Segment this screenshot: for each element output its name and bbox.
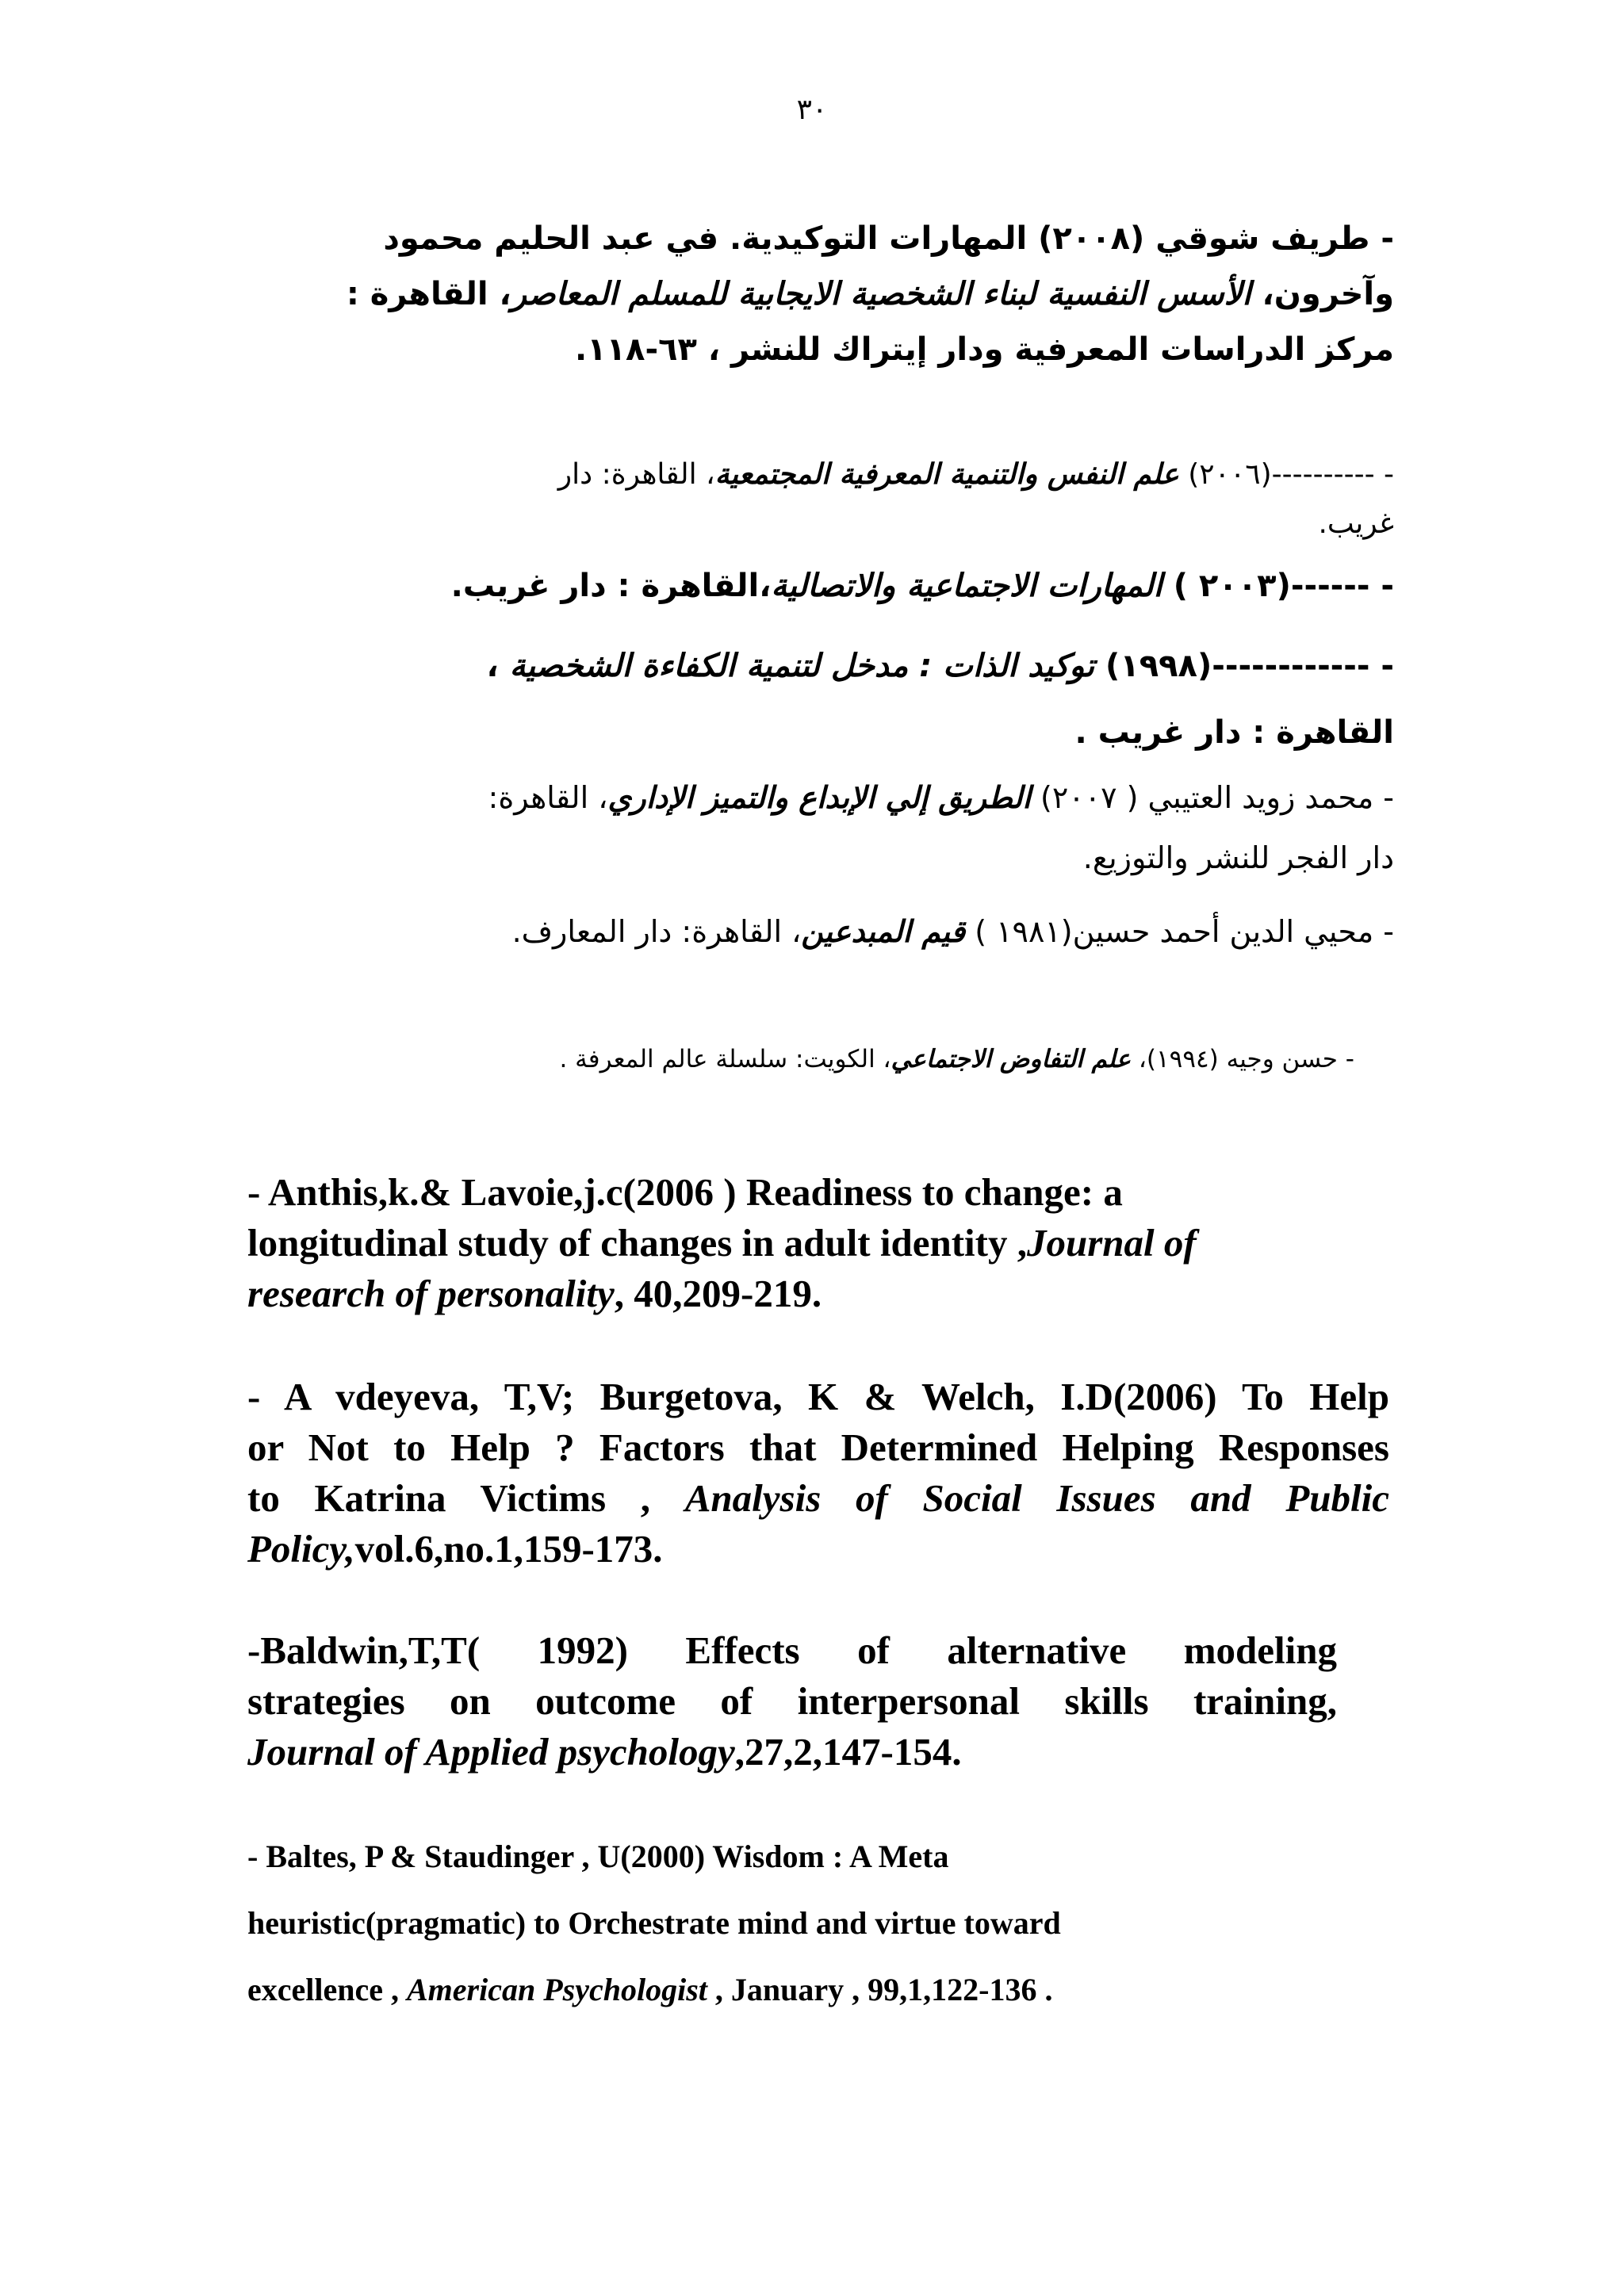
reference-text: - ------(٢٠٠٣ ): [1162, 568, 1394, 604]
reference-text: ,27,2,147-154.: [734, 1730, 962, 1774]
reference-line: [488, 767, 1394, 828]
reference-line: [247, 1727, 1337, 1777]
reference-text: - Anthis,k.& Lavoie,j.c(2006 ) Readiness to change: a: [247, 1170, 1123, 1214]
reference-arabic-2: [558, 450, 1394, 549]
reference-title-text: قيم المبدعين: [801, 914, 966, 949]
reference-text: heuristic(pragmatic) to Orchestrate mind and virtue toward: [247, 1905, 1061, 1941]
reference-line: [247, 1473, 1389, 1524]
reference-text: - محيي الدين أحمد حسين(١٩٨١ ): [965, 914, 1394, 949]
reference-text: strategies on outcome of interpersonal skills training,: [247, 1679, 1337, 1723]
reference-title-text: علم النفس والتنمية المعرفية المجتمعية: [714, 458, 1179, 491]
reference-text: - طريف شوقي (٢٠٠٨) المهارات التوكيدية. في عبد الحليم محمود: [383, 220, 1394, 257]
reference-text: - Baltes, P & Staudinger , U(2000) Wisdom : A Meta: [247, 1839, 949, 1874]
reference-text: excellence ,: [247, 1972, 407, 2007]
reference-text: ، الكويت: سلسلة عالم المعرفة .: [559, 1045, 891, 1073]
reference-text: مركز الدراسات المعرفية ودار إيتراك للنشر ، ٦٣-١١٨.: [575, 331, 1394, 368]
reference-text: دار الفجر للنشر والتوزيع.: [1082, 840, 1394, 875]
reference-text: ،: [486, 648, 510, 684]
reference-title-text: المهارات الاجتماعية والاتصالية: [771, 568, 1162, 604]
reference-text: - ----------(٢٠٠٦): [1178, 458, 1394, 491]
reference-english-3: [247, 1625, 1337, 1777]
reference-line: [247, 1269, 1397, 1319]
reference-text: , January , 99,1,122-136 .: [707, 1972, 1053, 2007]
reference-line: [247, 1422, 1389, 1473]
reference-title-text: الأسس النفسية لبناء الشخصية الايجابية للمسلم المعاصر: [511, 276, 1251, 312]
reference-title-text: Analysis of Social Issues and Public: [684, 1476, 1389, 1520]
reference-arabic-5: [488, 767, 1394, 888]
reference-text: ، القاهرة:: [488, 780, 608, 815]
reference-text: ، القاهرة :: [346, 276, 511, 312]
reference-line: [247, 1823, 1397, 1890]
reference-text: غريب.: [1318, 507, 1394, 540]
reference-line: [247, 1676, 1337, 1727]
reference-text: longitudinal study of changes in adult identity ,: [247, 1221, 1027, 1265]
reference-line: [558, 450, 1394, 499]
reference-english-2: [247, 1372, 1389, 1575]
reference-line: [347, 211, 1394, 266]
reference-title-text: Policy,: [247, 1527, 355, 1571]
reference-arabic-4: [486, 633, 1394, 766]
reference-text: القاهرة : دار غريب .: [1074, 714, 1394, 751]
reference-title-text: Journal of Applied psychology: [247, 1730, 735, 1774]
reference-english-4: [247, 1823, 1397, 2023]
reference-text: ، القاهرة: دار: [557, 458, 715, 491]
reference-line: [247, 1625, 1337, 1676]
reference-text: - محمد زويد العتيبي ( ٢٠٠٧): [1030, 780, 1394, 815]
reference-line: [247, 1890, 1397, 1957]
reference-text: or Not to Help ? Factors that Determined Helping Responses: [247, 1425, 1389, 1469]
reference-text: ، القاهرة: دار المعارف.: [511, 914, 802, 949]
reference-text: -Baldwin,T,T( 1992) Effects of alternative modeling: [247, 1628, 1337, 1672]
reference-line: [347, 322, 1394, 377]
reference-title-text: American Psychologist: [407, 1972, 707, 2007]
reference-text: , 40,209-219.: [614, 1272, 822, 1315]
reference-text: - حسن وجيه (١٩٩٤)،: [1131, 1045, 1354, 1073]
reference-line: [486, 633, 1394, 699]
reference-line: [247, 1218, 1397, 1269]
reference-title-text: Journal of: [1026, 1221, 1197, 1265]
reference-line: [247, 1957, 1397, 2023]
reference-text: - A vdeyeva, T,V; Burgetova, K & Welch, I.D(2006) To Help: [247, 1375, 1389, 1418]
reference-text: ،القاهرة : دار غريب.: [450, 568, 772, 604]
reference-text: vol.6,no.1,159-173.: [354, 1527, 663, 1571]
reference-arabic-7: [559, 1035, 1354, 1083]
reference-title-text: علم التفاوض الاجتماعي: [891, 1045, 1132, 1073]
reference-line: [486, 699, 1394, 766]
reference-title-text: الطريق إلي الإبداع والتميز الإداري: [607, 780, 1031, 815]
reference-line: [512, 904, 1394, 959]
reference-line: [558, 499, 1394, 549]
reference-title-text: توكيد الذات : مدخل لتنمية الكفاءة الشخصية: [509, 648, 1095, 684]
reference-line: [247, 1524, 1389, 1575]
reference-text: وآخرون،: [1251, 276, 1394, 312]
page-number: ٣٠: [796, 94, 828, 126]
reference-arabic-1: [347, 211, 1394, 377]
reference-text: to Katrina Victims ,: [247, 1476, 685, 1520]
reference-english-1: [247, 1167, 1397, 1319]
reference-line: [347, 266, 1394, 322]
reference-arabic-6: [512, 904, 1394, 959]
reference-title-text: research of personality: [247, 1272, 615, 1315]
reference-line: [247, 1167, 1397, 1218]
reference-line: [247, 1372, 1389, 1422]
reference-text: - ------------(١٩٩٨): [1094, 648, 1394, 684]
reference-line: [451, 558, 1394, 614]
reference-line: [559, 1035, 1354, 1083]
reference-line: [488, 828, 1394, 888]
reference-arabic-3: [451, 558, 1394, 614]
